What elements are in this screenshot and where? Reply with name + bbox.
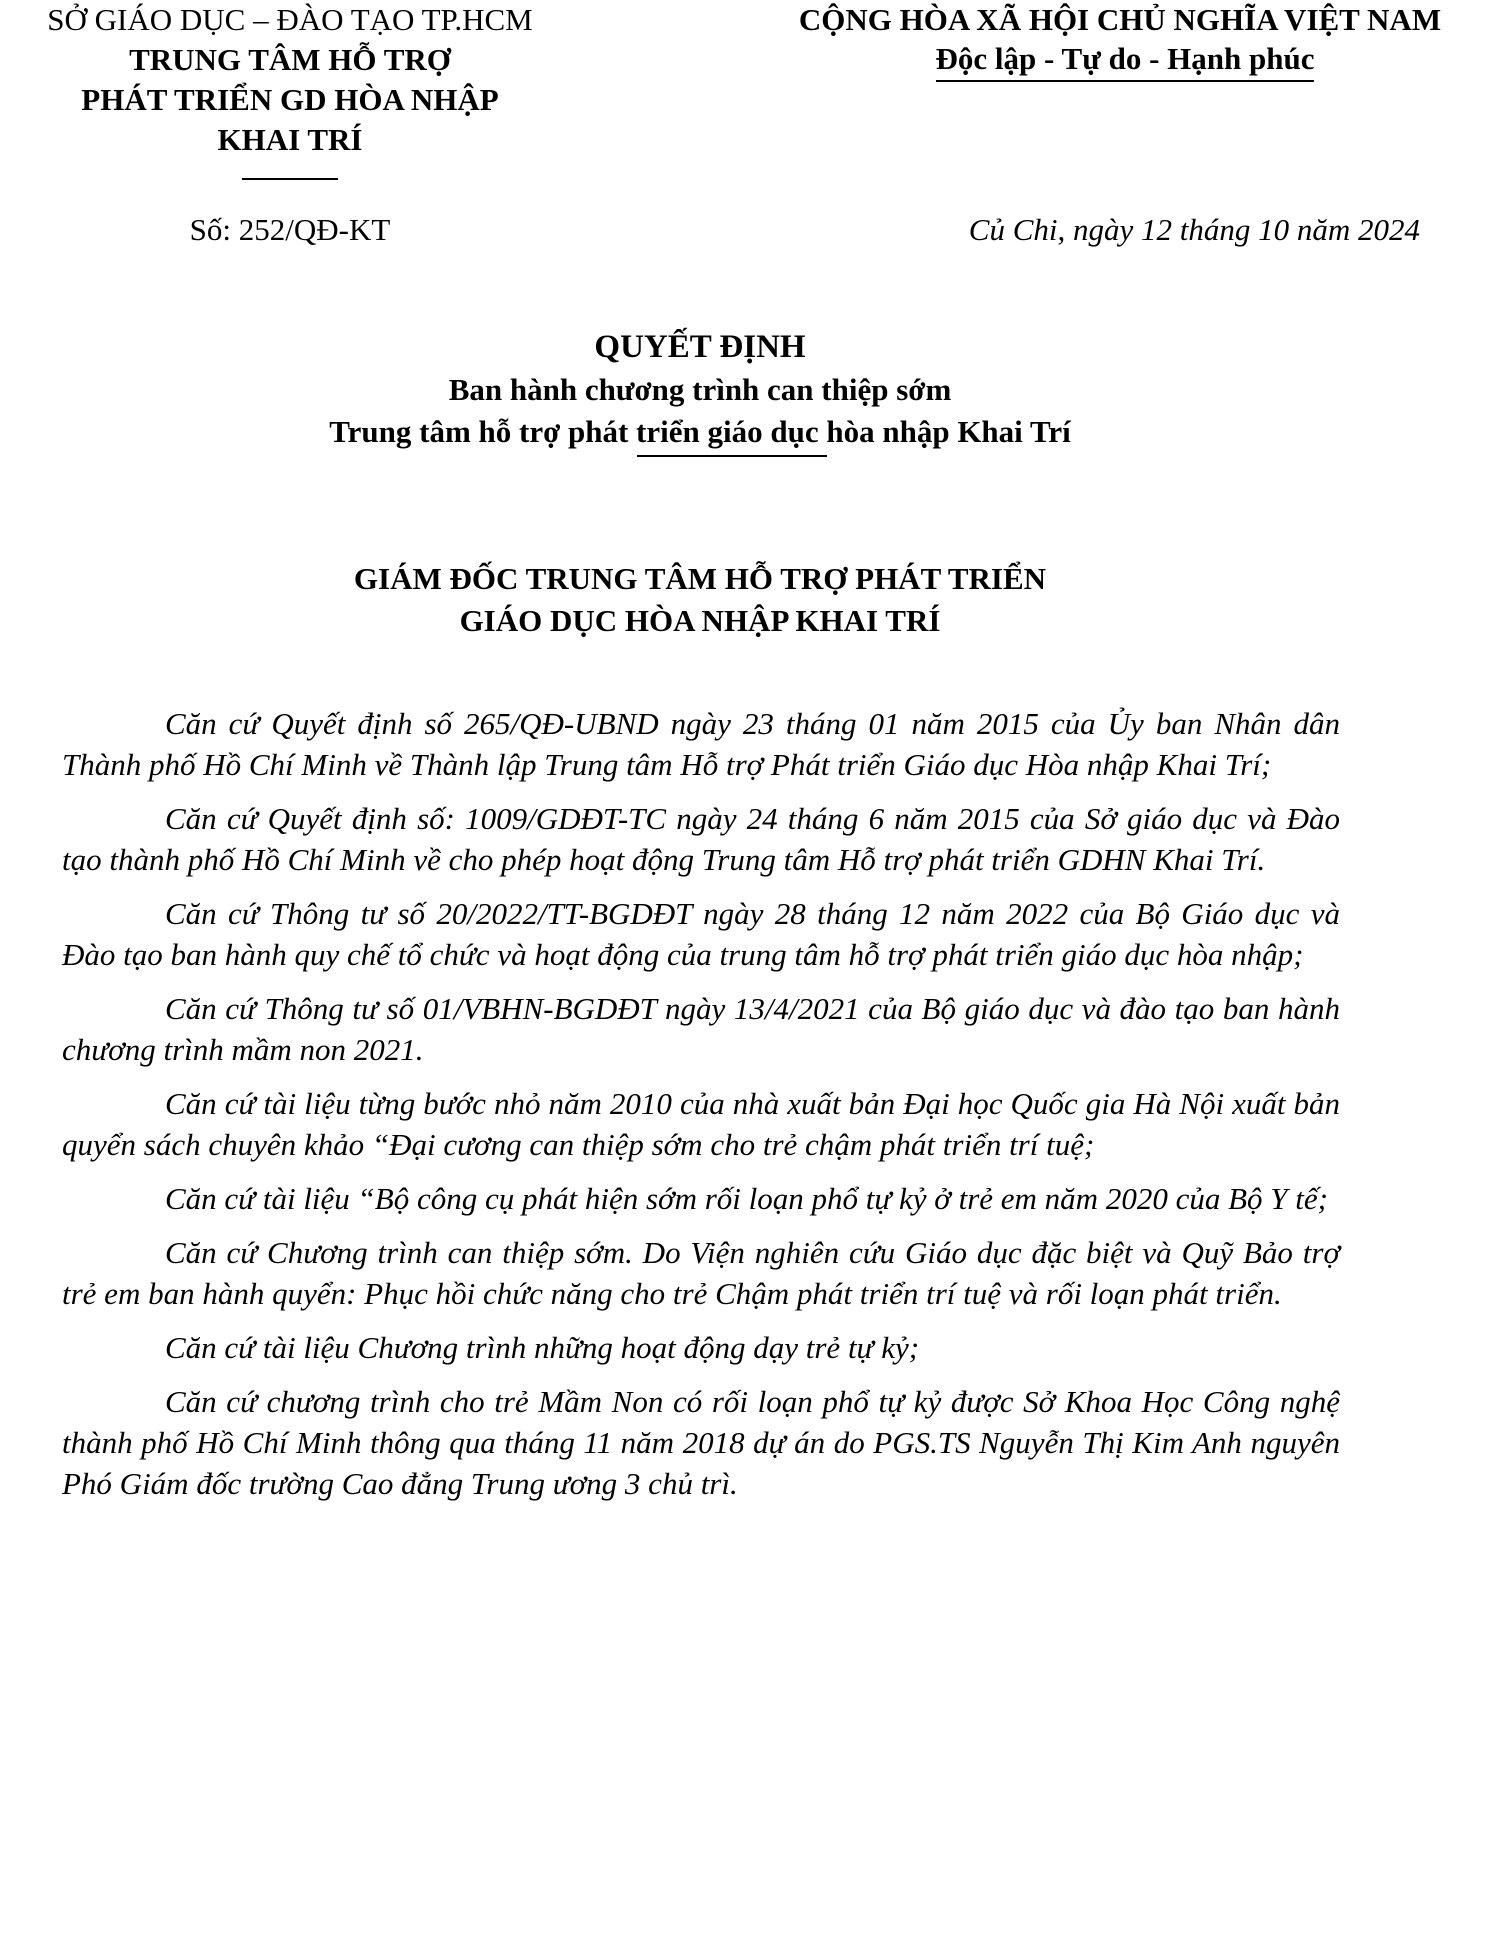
national-motto: Độc lập - Tự do - Hạnh phúc	[936, 40, 1315, 82]
legal-basis-paragraph: Căn cứ Thông tư số 20/2022/TT-BGDĐT ngày 28 tháng 12 năm 2022 của Bộ Giáo dục và Đào tạo ban hành quy chế tổ chức và hoạt động của trung tâm hỗ trợ phát triển giáo dục hòa nhập;	[62, 896, 1340, 972]
decision-subtitle-line-2: Trung tâm hỗ trợ phát triển giáo dục hòa nhập Khai Trí	[329, 414, 1071, 449]
legal-basis-paragraph: Căn cứ tài liệu Chương trình những hoạt động dạy trẻ tự kỷ;	[165, 1330, 920, 1365]
authority-line-1: GIÁM ĐỐC TRUNG TÂM HỖ TRỢ PHÁT TRIỂN	[353, 561, 1047, 596]
org-name-line-2: PHÁT TRIỂN GD HÒA NHẬP	[81, 82, 499, 117]
legal-basis-paragraph: Căn cứ tài liệu từng bước nhỏ năm 2010 của nhà xuất bản Đại học Quốc gia Hà Nội xuất bản quyển sách chuyên khảo “Đại cương can thiệp sớm cho trẻ chậm phát triển trí tuệ;	[62, 1086, 1340, 1162]
legal-basis-paragraph: Căn cứ tài liệu “Bộ công cụ phát hiện sớm rối loạn phổ tự kỷ ở trẻ em năm 2020 của Bộ Y tế;	[165, 1181, 1328, 1216]
legal-basis-section	[62, 703, 1340, 1517]
national-header-block	[745, 0, 1485, 82]
decision-subtitle-line-1: Ban hành chương trình can thiệp sớm	[448, 372, 952, 407]
agency-separator-line	[242, 178, 338, 180]
legal-basis-paragraph: Căn cứ Thông tư số 01/VBHN-BGDĐT ngày 13/4/2021 của Bộ giáo dục và đào tạo ban hành chương trình mầm non 2021.	[62, 991, 1340, 1067]
issuing-authority-heading	[60, 558, 1340, 642]
authority-line-2: GIÁO DỤC HÒA NHẬP KHAI TRÍ	[459, 603, 941, 638]
decision-title-block	[60, 325, 1340, 457]
parent-agency: SỞ GIÁO DỤC – ĐÀO TẠO TP.HCM	[47, 2, 533, 37]
org-name-line-3: KHAI TRÍ	[217, 122, 363, 157]
title-separator-line	[637, 455, 827, 457]
legal-basis-paragraph: Căn cứ Quyết định số: 1009/GDĐT-TC ngày 24 tháng 6 năm 2015 của Sở giáo dục và Đào tạo thành phố Hồ Chí Minh về cho phép hoạt động Trung tâm Hỗ trợ phát triển GDHN Khai Trí.	[62, 801, 1340, 877]
issuing-agency-block	[30, 0, 550, 180]
place-and-date: Củ Chi, ngày 12 tháng 10 năm 2024	[968, 212, 1420, 247]
decision-title: QUYẾT ĐỊNH	[594, 329, 806, 365]
legal-basis-paragraph: Căn cứ Chương trình can thiệp sớm. Do Viện nghiên cứu Giáo dục đặc biệt và Quỹ Bảo trợ trẻ em ban hành quyển: Phục hồi chức năng cho trẻ Chậm phát triển trí tuệ và rối loạn phát triển.	[62, 1235, 1340, 1311]
nation-name: CỘNG HÒA XÃ HỘI CHỦ NGHĨA VIỆT NAM	[798, 2, 1442, 37]
legal-basis-paragraph: Căn cứ chương trình cho trẻ Mầm Non có rối loạn phổ tự kỷ được Sở Khoa Học Công nghệ thành phố Hồ Chí Minh thông qua tháng 11 năm 2018 dự án do PGS.TS Nguyễn Thị Kim Anh nguyên Phó Giám đốc trường Cao đẳng Trung ương 3 chủ trì.	[62, 1384, 1340, 1501]
legal-basis-paragraph: Căn cứ Quyết định số 265/QĐ-UBND ngày 23 tháng 01 năm 2015 của Ủy ban Nhân dân Thành phố Hồ Chí Minh về Thành lập Trung tâm Hỗ trợ Phát triển Giáo dục Hòa nhập Khai Trí;	[62, 706, 1340, 782]
org-name-line-1: TRUNG TÂM HỖ TRỢ	[129, 42, 451, 77]
document-number: Số: 252/QĐ-KT	[189, 212, 391, 247]
